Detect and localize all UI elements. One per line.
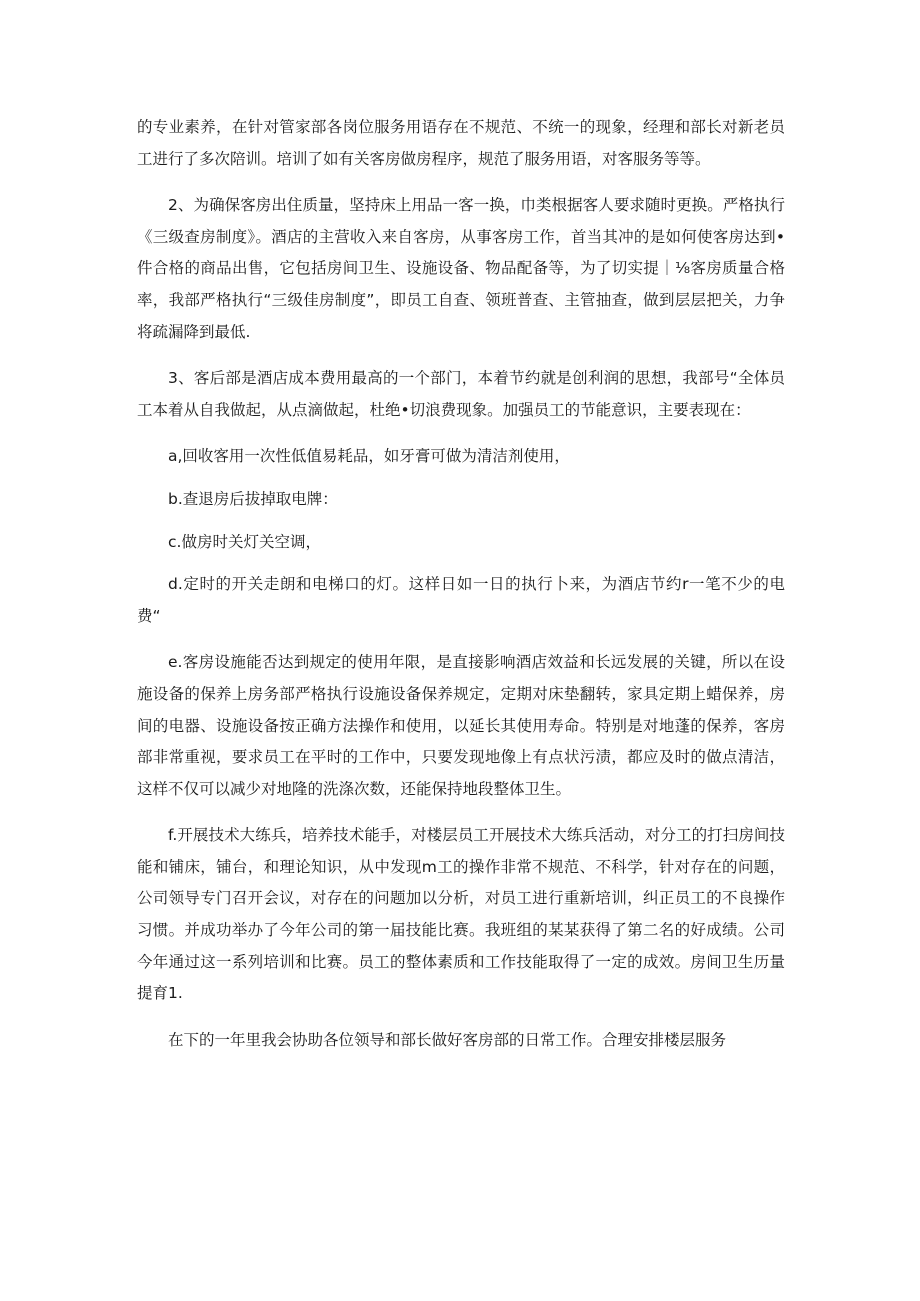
paragraph-sub-c: c.做房时关灯关空调， xyxy=(168,532,321,551)
paragraph-item-3-cost-saving: 3、客后部是酒店成本费用最高的一个部门，本着节约就是创利润的思想，我部号“全体员工本着从自我做起，从点滴做起，杜绝•切浪费现象。加强员工的节能意识，主要表现在： xyxy=(137,369,785,419)
paragraph-sub-f: f.开展技术大练兵，培养技术能手，对楼层员工开展技术大练兵活动，对分工的打扫房间技能和铺床，铺台，和理论知识，从中发现m工的操作非常不规范、不科学，针对存在的问题，公司领导专门召开会议，对存在的问题加以分析，对员工进行重新培训，纠正员工的不良操作习惯。并成功举办了今年公司的第一届技能比赛。我班组的某某获得了第二名的好成绩。公司今年通过这一系列培训和比赛。员工的整体素质和工作技能取得了一定的成效。房间卫生历量提育1. xyxy=(137,826,785,1003)
document-body xyxy=(137,112,785,1071)
paragraph-sub-e: e.客房设施能否达到规定的使用年限，是直接影响酒店效益和长远发展的关键，所以在设施设备的保养上房务部严格执行设施设备保养规定，定期对床垫翻转，家具定期上蜡保养，房间的电器、设施设备按正确方法操作和使用，以延长其使用寿命。特别是对地蓬的保养，客房部非常重视，要求员工在平时的工作中，只要发现地像上有点状污渍，都应及时的做点清洁，这样不仅可以减少对地隆的洗涤次数，还能保持地段整体卫生。 xyxy=(137,653,785,798)
paragraph-next-year: 在下的一年里我会协助各位领导和部长做好客房部的日常工作。合理安排楼层服务 xyxy=(168,1030,727,1049)
paragraph-sub-a: a,回收客用一次性低值易耗品，如牙膏可做为清洁剂使用， xyxy=(168,447,570,466)
paragraph-sub-b: b.查退房后拔掉取电牌： xyxy=(168,489,338,508)
paragraph-training-continued: 的专业素养，在针对管家部各岗位服务用语存在不规范、不统一的现象，经理和部长对新老员工进行了多次陪训。培训了如有关客房做房程序，规范了服务用语，对客服务等等。 xyxy=(137,118,785,168)
paragraph-item-2-room-quality: 2、为确保客房出住质量，坚持床上用品一客一换，巾类根据客人要求随时更换。严格执行《三级查房制度》。酒店的主营收入来自客房，从事客房工作，首当其冲的是如何使客房达到•件合格的商品出售，它包括房间卫生、设施设备、物品配备等，为了切实提｜⅛客房质量合格率，我部严格执行“三级佳房制度”，即员工自查、领班普查、主管抽查，做到层层把关，力争将疏漏降到最低. xyxy=(137,196,785,341)
paragraph-sub-d: d.定时的开关走朗和电梯口的灯。这样日如一日的执行卜来，为酒店节约r一笔不少的电费“ xyxy=(137,575,785,625)
